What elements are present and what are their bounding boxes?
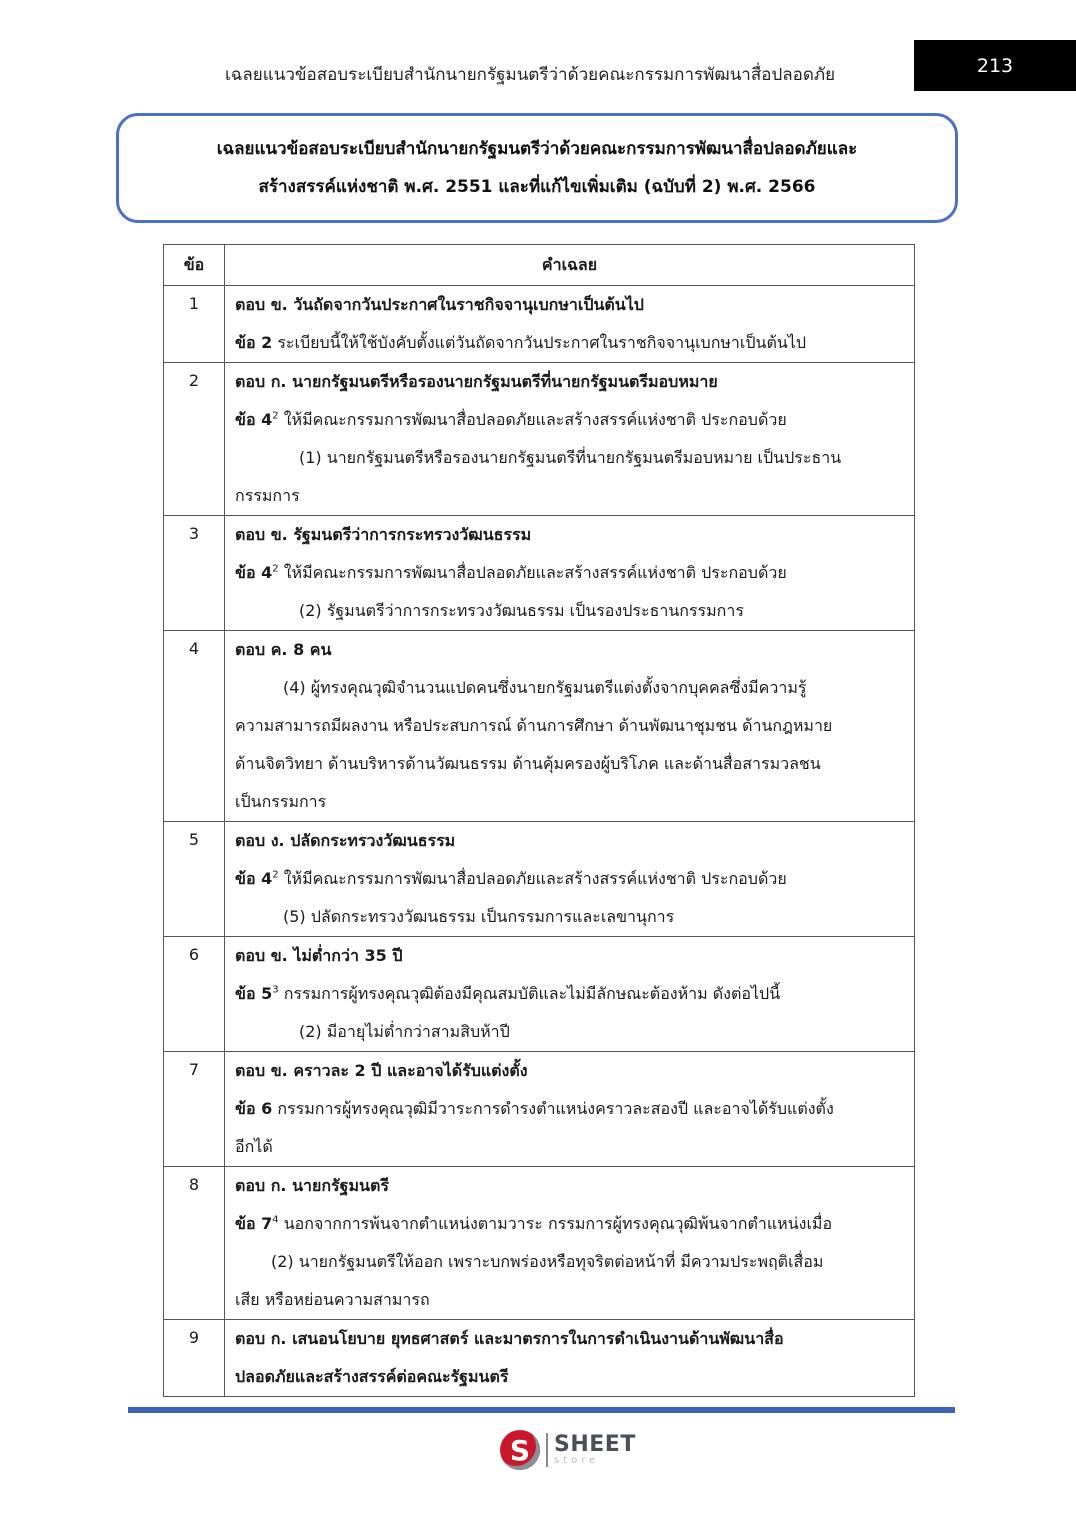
- answer-line: ตอบ ก. นายกรัฐมนตรีหรือรองนายกรัฐมนตรีที่นายกรัฐมนตรีมอบหมาย: [235, 372, 718, 391]
- row-number: 7: [164, 1052, 225, 1167]
- table-row: [164, 1052, 915, 1167]
- detail-line: (5) ปลัดกระทรวงวัฒนธรรม เป็นกรรมการและเลขานุการ: [283, 907, 675, 926]
- row-number: 3: [164, 516, 225, 631]
- answer-line: ตอบ ง. ปลัดกระทรวงวัฒนธรรม: [235, 831, 456, 850]
- detail-line: กรรมการ: [235, 486, 300, 505]
- footnote-ref: 2: [272, 410, 279, 422]
- clause-text: กรรมการผู้ทรงคุณวุฒิมีวาระการดำรงตำแหน่งคราวละสองปี และอาจได้รับแต่งตั้ง: [272, 1099, 834, 1118]
- clause-text: ให้มีคณะกรรมการพัฒนาสื่อปลอดภัยและสร้างสรรค์แห่งชาติ ประกอบด้วย: [278, 410, 787, 429]
- row-number: 8: [164, 1167, 225, 1320]
- detail-line: (1) นายกรัฐมนตรีหรือรองนายกรัฐมนตรีที่นายกรัฐมนตรีมอบหมาย เป็นประธาน: [299, 448, 842, 467]
- clause-text: ให้มีคณะกรรมการพัฒนาสื่อปลอดภัยและสร้างสรรค์แห่งชาติ ประกอบด้วย: [278, 563, 787, 582]
- row-number: 5: [164, 822, 225, 937]
- clause-line: [235, 860, 904, 898]
- table-row: [164, 286, 915, 363]
- answer-line: ตอบ ข. วันถัดจากวันประกาศในราชกิจจานุเบกษาเป็นต้นไป: [235, 295, 644, 314]
- table-row: [164, 631, 915, 822]
- clause-line: [235, 1090, 904, 1128]
- footer-rule: [128, 1407, 955, 1413]
- row-number: 4: [164, 631, 225, 822]
- row-number: 6: [164, 937, 225, 1052]
- detail-line: (2) นายกรัฐมนตรีให้ออก เพราะบกพร่องหรือทุจริตต่อหน้าที่ มีความประพฤติเสื่อม: [271, 1252, 824, 1271]
- running-title: เฉลยแนวข้อสอบระเบียบสำนักนายกรัฐมนตรีว่าด้วยคณะกรรมการพัฒนาสื่อปลอดภัย: [225, 65, 836, 85]
- row-number: 2: [164, 363, 225, 516]
- column-header-number: ข้อ: [164, 245, 225, 286]
- answer-cell: [225, 1052, 915, 1167]
- table-header-row: [164, 245, 915, 286]
- answer-cell: [225, 937, 915, 1052]
- logo-s-icon: S: [500, 1430, 540, 1470]
- row-number: 1: [164, 286, 225, 363]
- column-header-answer: คำเฉลย: [225, 245, 915, 286]
- logo-wordmark: [554, 1434, 636, 1466]
- logo-divider: [546, 1433, 548, 1467]
- detail-line: เป็นกรรมการ: [235, 792, 327, 811]
- clause-label: ข้อ 4: [235, 869, 273, 888]
- clause-line: [235, 324, 904, 362]
- footnote-ref: 3: [272, 984, 279, 996]
- clause-label: ข้อ 4: [235, 563, 273, 582]
- answer-cell: [225, 1320, 915, 1397]
- detail-line: ความสามารถมีผลงาน หรือประสบการณ์ ด้านการศึกษา ด้านพัฒนาชุมชน ด้านกฎหมาย: [235, 716, 833, 735]
- table-row: [164, 1167, 915, 1320]
- title-line-1: เฉลยแนวข้อสอบระเบียบสำนักนายกรัฐมนตรีว่าด้วยคณะกรรมการพัฒนาสื่อปลอดภัยและ: [216, 139, 858, 159]
- clause-text: ระเบียบนี้ให้ใช้บังคับตั้งแต่วันถัดจากวันประกาศในราชกิจจานุเบกษาเป็นต้นไป: [272, 333, 807, 352]
- logo-sheet-text: SHEET: [554, 1432, 636, 1457]
- clause-text: ให้มีคณะกรรมการพัฒนาสื่อปลอดภัยและสร้างสรรค์แห่งชาติ ประกอบด้วย: [278, 869, 787, 888]
- answer-cell: [225, 286, 915, 363]
- clause-line: [235, 1205, 904, 1243]
- clause-label: ข้อ 7: [235, 1214, 273, 1233]
- detail-line: (2) รัฐมนตรีว่าการกระทรวงวัฒนธรรม เป็นรองประธานกรรมการ: [299, 601, 744, 620]
- table-row: [164, 363, 915, 516]
- page-number: 213: [914, 40, 1076, 91]
- answer-line: ตอบ ก. นายกรัฐมนตรี: [235, 1176, 389, 1195]
- answer-line: ตอบ ข. คราวละ 2 ปี และอาจได้รับแต่งตั้ง: [235, 1061, 528, 1080]
- answer-table: [163, 244, 915, 1397]
- sheet-store-logo: [500, 1428, 650, 1472]
- answer-cell: [225, 822, 915, 937]
- table-row: [164, 822, 915, 937]
- row-number: 9: [164, 1320, 225, 1397]
- footnote-ref: 2: [272, 563, 279, 575]
- footnote-ref: 4: [272, 1214, 279, 1226]
- title-line-2: สร้างสรรค์แห่งชาติ พ.ศ. 2551 และที่แก้ไขเพิ่มเติม (ฉบับที่ 2) พ.ศ. 2566: [258, 177, 816, 197]
- clause-text: นอกจากการพ้นจากตำแหน่งตามวาระ กรรมการผู้ทรงคุณวุฒิพ้นจากตำแหน่งเมื่อ: [278, 1214, 833, 1233]
- answer-cell: [225, 1167, 915, 1320]
- answer-line: ตอบ ก. เสนอนโยบาย ยุทธศาสตร์ และมาตรการในการดำเนินงานด้านพัฒนาสื่อ: [235, 1329, 784, 1348]
- detail-line: ด้านจิตวิทยา ด้านบริหารด้านวัฒนธรรม ด้านคุ้มครองผู้บริโภค และด้านสื่อสารมวลชน: [235, 754, 821, 773]
- detail-line: (2) มีอายุไม่ต่ำกว่าสามสิบห้าปี: [299, 1022, 510, 1041]
- clause-label: ข้อ 5: [235, 984, 273, 1003]
- table-row: [164, 1320, 915, 1397]
- clause-line: [235, 975, 904, 1013]
- answer-line-continued: ปลอดภัยและสร้างสรรค์ต่อคณะรัฐมนตรี: [235, 1367, 509, 1386]
- detail-line: (4) ผู้ทรงคุณวุฒิจำนวนแปดคนซึ่งนายกรัฐมนตรีแต่งตั้งจากบุคคลซึ่งมีความรู้: [283, 678, 807, 697]
- answer-line: ตอบ ข. ไม่ต่ำกว่า 35 ปี: [235, 946, 403, 965]
- answer-line: ตอบ ข. รัฐมนตรีว่าการกระทรวงวัฒนธรรม: [235, 525, 532, 544]
- clause-line: [235, 401, 904, 439]
- clause-text: กรรมการผู้ทรงคุณวุฒิต้องมีคุณสมบัติและไม่มีลักษณะต้องห้าม ดังต่อไปนี้: [278, 984, 781, 1003]
- answer-cell: [225, 363, 915, 516]
- clause-label: ข้อ 4: [235, 410, 273, 429]
- clause-label: ข้อ 6: [235, 1099, 273, 1118]
- answer-cell: [225, 516, 915, 631]
- detail-line: เสีย หรือหย่อนความสามารถ: [235, 1290, 430, 1309]
- table-row: [164, 937, 915, 1052]
- logo-store-text: store: [554, 1455, 600, 1466]
- answer-line: ตอบ ค. 8 คน: [235, 640, 332, 659]
- clause-label: ข้อ 2: [235, 333, 273, 352]
- table-row: [164, 516, 915, 631]
- clause-line: [235, 554, 904, 592]
- title-box: [116, 113, 958, 223]
- detail-line: อีกได้: [235, 1137, 273, 1156]
- answer-cell: [225, 631, 915, 822]
- footnote-ref: 2: [272, 869, 279, 881]
